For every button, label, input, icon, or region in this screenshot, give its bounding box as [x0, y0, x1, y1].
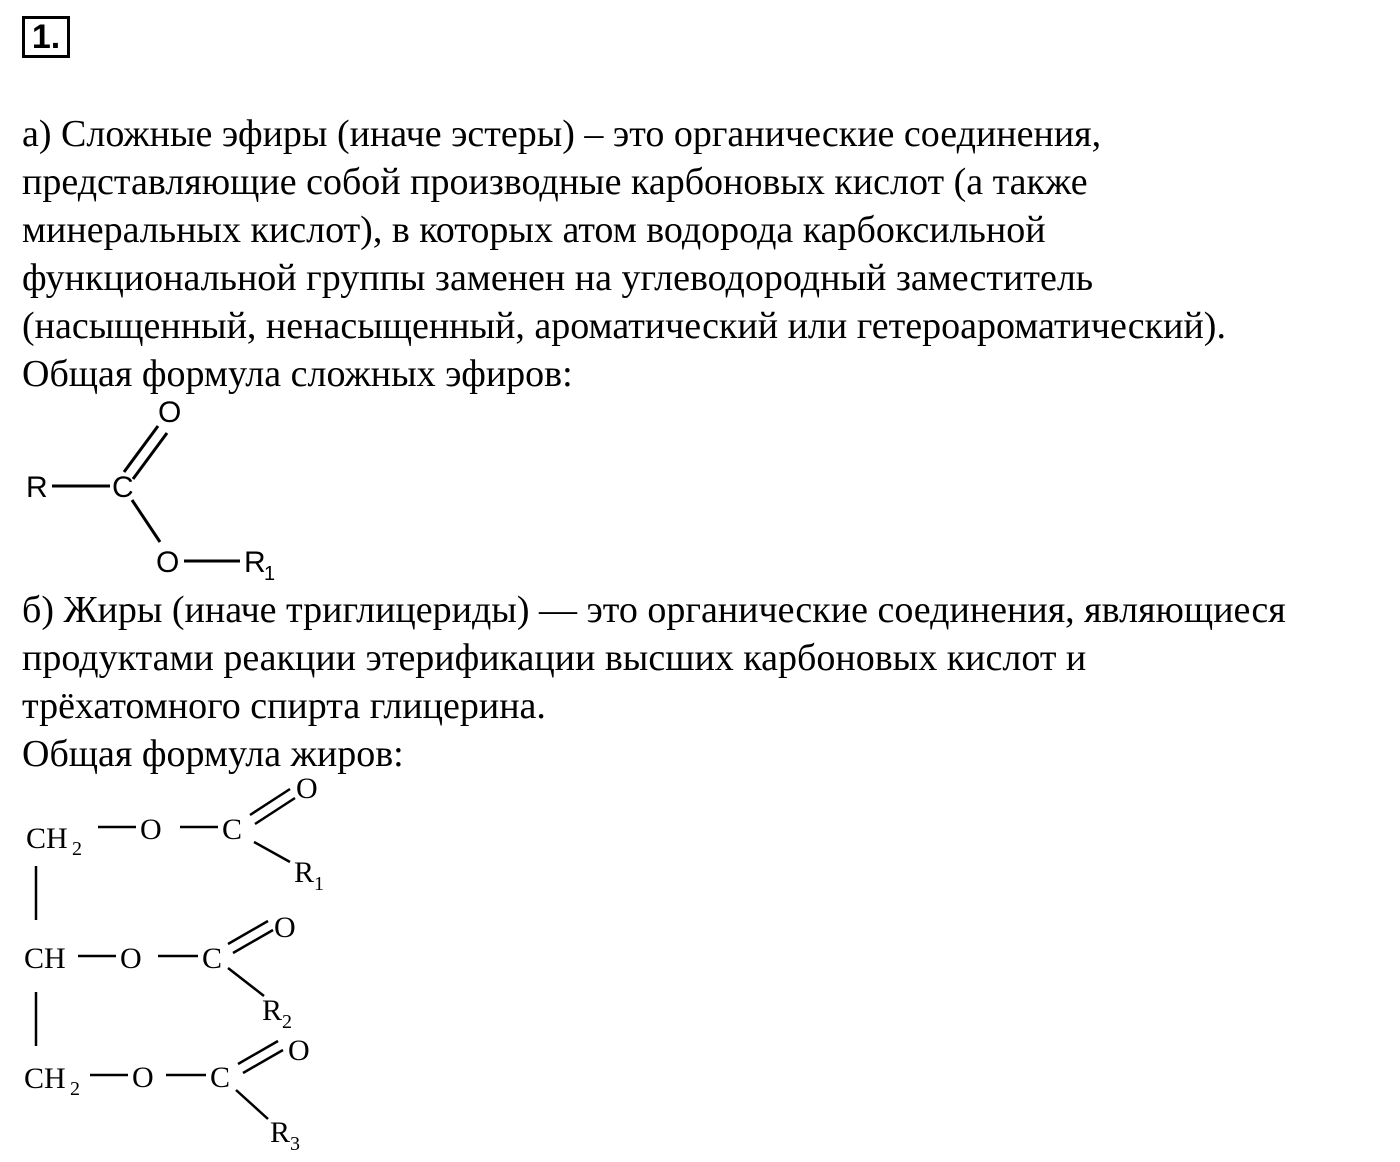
atom-r1: R	[244, 546, 266, 579]
atom-r1-subscript: 1	[264, 563, 276, 585]
bond-c-o-double-a	[124, 426, 158, 472]
paragraph-a	[22, 110, 1226, 398]
formula-caption-fats: Общая формула жиров:	[22, 733, 404, 775]
row1-ch2-subscript: 2	[72, 838, 82, 860]
atom-o-top: O	[158, 396, 182, 429]
row3-ch2-subscript: 2	[70, 1078, 80, 1100]
row2-r: R	[262, 994, 283, 1027]
paragraph-a-line: представляющие собой производные карбоновых кислот (а также	[22, 161, 1088, 203]
paragraph-b-line: продуктами реакции этерификации высших карбоновых кислот и	[22, 637, 1087, 679]
row3-o-double: O	[288, 1034, 310, 1067]
paragraph-b-line: б) Жиры (иначе триглицериды) — это органические соединения, являющиеся	[22, 589, 1286, 631]
row3-r: R	[270, 1116, 291, 1149]
atom-r: R	[26, 471, 48, 504]
bond-row2-c-o-double-b	[233, 930, 273, 953]
bond-c-o-double-b	[133, 433, 167, 479]
bond-row3-c-r	[236, 1090, 268, 1119]
paragraph-b-line: трёхатомного спирта глицерина.	[22, 685, 546, 727]
bond-row1-c-o-double-a	[250, 789, 290, 815]
fat-structural-formula	[0, 770, 380, 1162]
row1-ch2: CH	[26, 822, 68, 855]
paragraph-a-line: минеральных кислот), в которых атом водорода карбоксильной	[22, 209, 1046, 251]
row2-c: C	[202, 942, 223, 975]
bond-row2-c-o-double-a	[228, 921, 268, 944]
row1-c: C	[222, 813, 243, 846]
row2-o-double: O	[274, 911, 296, 944]
ester-structural-formula	[0, 390, 320, 586]
row2-o: O	[120, 942, 142, 975]
task-number: 1.	[31, 18, 61, 56]
bond-c-o-single	[132, 500, 160, 542]
row1-r-subscript: 1	[314, 873, 324, 895]
bond-row1-c-r	[254, 842, 290, 862]
row1-o: O	[140, 813, 162, 846]
row3-o: O	[132, 1061, 154, 1094]
bond-row1-c-o-double-b	[255, 798, 295, 824]
bond-row3-c-o-double-a	[238, 1041, 278, 1064]
row3-r-subscript: 3	[290, 1133, 300, 1155]
paragraph-b	[22, 586, 1286, 778]
paragraph-a-line: (насыщенный, ненасыщенный, ароматический или гетероароматический).	[22, 305, 1226, 347]
bond-row3-c-o-double-b	[243, 1050, 283, 1073]
row2-r-subscript: 2	[282, 1011, 292, 1033]
atom-c: C	[112, 471, 134, 504]
task-number-box	[22, 16, 70, 58]
row2-ch: CH	[24, 942, 66, 975]
formula-caption-esters: Общая формула сложных эфиров:	[22, 353, 573, 395]
paragraph-a-line: функциональной группы заменен на углеводородный заместитель	[22, 257, 1094, 299]
row1-r: R	[294, 856, 315, 889]
atom-o-bottom: O	[156, 546, 180, 579]
row3-c: C	[210, 1061, 231, 1094]
row1-o-double: O	[296, 772, 318, 805]
row3-ch2: CH	[24, 1062, 66, 1095]
paragraph-a-line: а) Сложные эфиры (иначе эстеры) – это органические соединения,	[22, 113, 1102, 155]
bond-row2-c-r	[228, 968, 264, 996]
